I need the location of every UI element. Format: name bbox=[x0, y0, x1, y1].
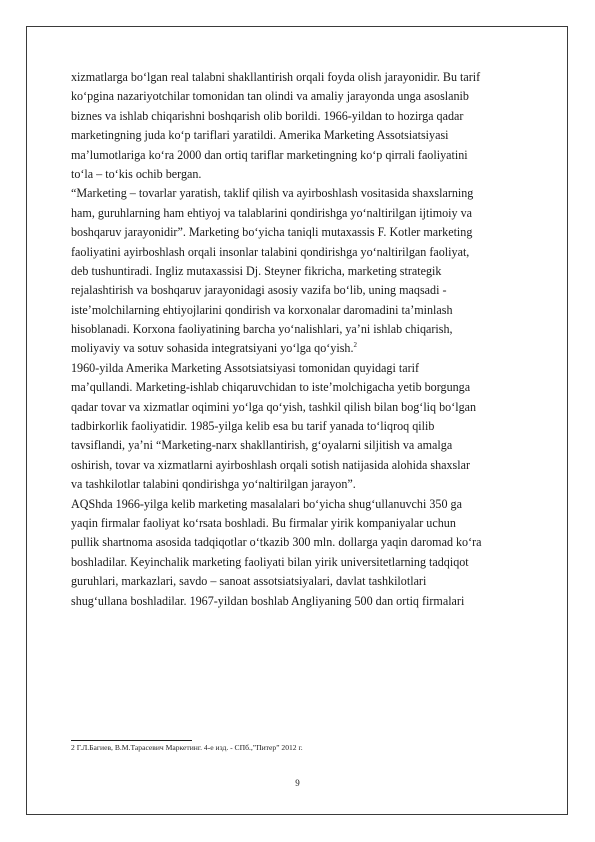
text-line: shug‘ullana boshladilar. 1967-yildan boshlab Angliyaning 500 dan ortiq firmalari bbox=[71, 593, 465, 608]
text-line: deb tushuntiradi. Ingliz mutaxassisi Dj. Steyner fikricha, marketing strategik bbox=[71, 263, 442, 278]
footnote: 2 Г.Л.Багиев, В.М.Тарасевич Маркетинг. 4-е изд. - СПб.,”Питер” 2012 г. bbox=[71, 743, 303, 752]
text-line: to‘la – to‘kis ochib bergan. bbox=[71, 166, 202, 181]
text-line: faoliyatini ayirboshlash orqali insonlar talabini qondirishga yo‘naltirilgan faoliyat, bbox=[71, 244, 470, 259]
text-line: va tashkilotlar talabini qondirishga yo‘naltirilgan jarayon”. bbox=[71, 477, 356, 492]
text-line: boshladilar. Keyinchalik marketing faoliyati bilan yirik universitetlarning tadqiqot bbox=[71, 554, 469, 569]
text-line: hisoblanadi. Korxona faoliyatining barcha yo‘nalishlari, ya’ni ishlab chiqarish, bbox=[71, 322, 453, 337]
text-line: oshirish, tovar va xizmatlarni ayirboshlash orqali sotish natijasida alohida shaxslar bbox=[71, 457, 471, 472]
text-line: “Marketing – tovarlar yaratish, taklif qilish va ayirboshlash vositasida shaxslarning bbox=[71, 186, 474, 201]
text-line: guruhlari, markazlari, savdo – sanoat assotsiatsiyalari, davlat tashkilotlari bbox=[71, 574, 427, 589]
text-line: boshqaruv jarayonidir”. Marketing bo‘yicha taniqli mutaxassis F. Kotler marketing bbox=[71, 225, 473, 240]
text-line: ma’qullandi. Marketing-ishlab chiqaruvchidan to iste’molchigacha yetib borgunga bbox=[71, 380, 471, 395]
text-line: AQShda 1966-yilga kelib marketing masalalari bo‘yicha shug‘ullanuvchi 350 ga bbox=[71, 496, 462, 511]
text-line: tavsiflandi, ya’ni “Marketing-narx shakllantirish, g‘oyalarni siljitish va amalga bbox=[71, 438, 453, 453]
page-number: 9 bbox=[295, 778, 300, 788]
text-line-content: moliyaviy va sotuv sohasida integratsiyani yo‘lga qo‘yish. bbox=[71, 341, 354, 356]
text-line: tadbirkorlik faoliyatidir. 1985-yilga kelib esa bu tarif yanada to‘liqroq qilib bbox=[71, 419, 435, 434]
text-line: pullik shartnoma asosida tadqiqotlar o‘tkazib 300 mln. dollarga yaqin daromad ko‘ra bbox=[71, 535, 482, 550]
footnote-separator bbox=[71, 740, 192, 741]
text-line: iste’molchilarning ehtiyojlarini qondirish va korxonalar daromadini ta’minlash bbox=[71, 302, 453, 317]
text-line: qadar tovar va xizmatlar oqimini yo‘lga qo‘yish, tashkil qilish bilan bog‘liq bo‘lgan bbox=[71, 399, 477, 414]
text-line-with-footnote-ref bbox=[71, 339, 551, 358]
text-line: xizmatlarga bo‘lgan real talabni shakllantirish orqali foyda olish jarayonidir. Bu tarif bbox=[71, 70, 481, 84]
text-line: ham, guruhlarning ham ehtiyoj va talablarini qondirishga yo‘naltirilgan ijtimoiy va bbox=[71, 205, 473, 220]
text-line: marketingning juda ko‘p tariflari yaratildi. Amerika Marketing Assotsiatsiyasi bbox=[71, 128, 449, 143]
text-line: 1960-yilda Amerika Marketing Assotsiatsiyasi tomonidan quyidagi tarif bbox=[71, 360, 419, 375]
text-line: yaqin firmalar faoliyat ko‘rsata boshladi. Bu firmalar yirik kompaniyalar uchun bbox=[71, 515, 456, 530]
text-line: ma’lumotlariga ko‘ra 2000 dan ortiq tariflar marketingning ko‘p qirrali faoliyatini bbox=[71, 147, 468, 162]
body-text bbox=[71, 68, 551, 611]
text-line: biznes va ishlab chiqarishni boshqarish olib borildi. 1966-yildan to hozirga qadar bbox=[71, 108, 464, 123]
text-line: rejalashtirish va boshqaruv jarayonidagi asosiy vazifa bo‘lib, uning maqsadi - bbox=[71, 283, 447, 298]
footnote-reference[interactable]: 2 bbox=[353, 341, 357, 350]
text-line: ko‘pgina nazariyotchilar tomonidan tan olindi va amaliy jarayonda unga asoslanib bbox=[71, 89, 469, 104]
